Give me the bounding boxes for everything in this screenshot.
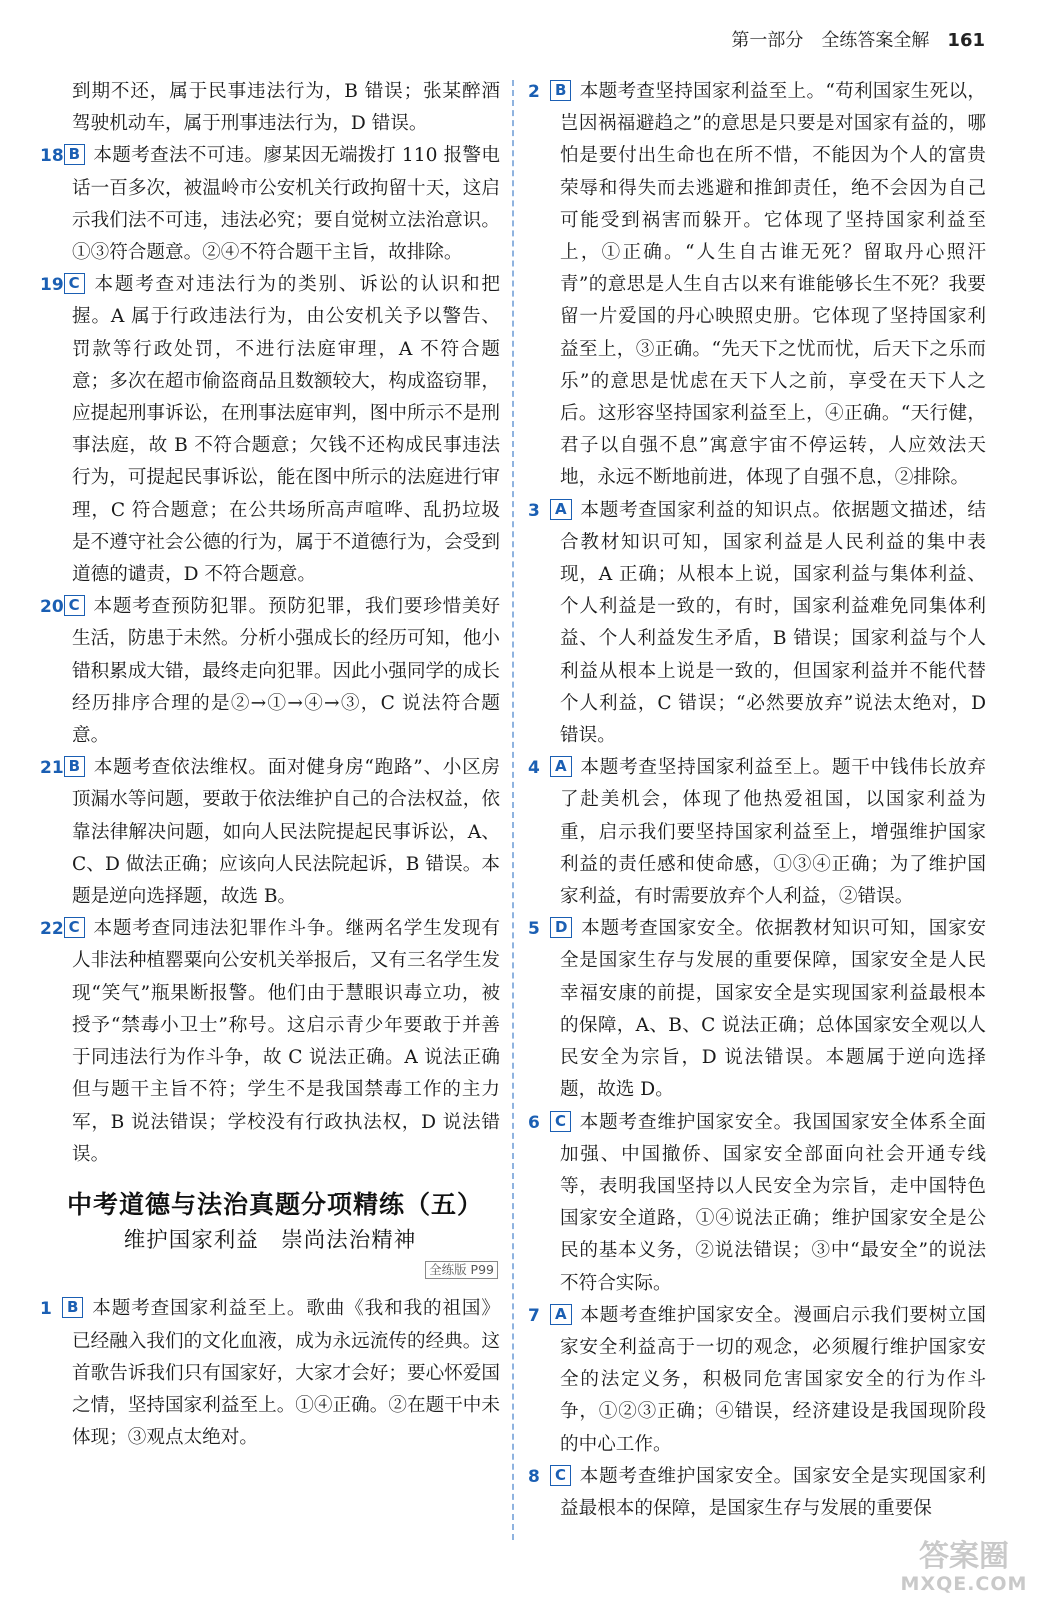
answer-item [40,269,500,591]
answer-item [528,76,986,495]
question-number: 19 [40,275,64,296]
answer-item [528,1461,986,1525]
question-number: 22 [40,919,64,940]
section-title: 中考道德与法治真题分项精练（五） [66,1189,483,1219]
answer-text: 本题考查同违法犯罪作斗争。继两名学生发现有人非法种植罂粟向公安机关举报后，又有三名学生发现“笑气”瓶果断报警。他们由于慧眼识毒立功，被授予“禁毒小卫士”称号。这启示青少年要敢于并善于同违法行为作斗争，故 C 说法正确。A 说法正确但与题干主旨不符；学生不是我国禁毒工作的主力军，B 说法错误；学校没有行政执法权，D 说法错误。 [72,918,500,1165]
answer-letter-badge: B [64,144,85,165]
answer-letter-badge: A [550,1304,572,1325]
answer-letter-badge: A [550,499,572,520]
answer-text: 本题考查维护国家安全。漫画启示我们要树立国家安全利益高于一切的观念，必须履行维护国家安全的法定义务，积极同危害国家安全的行为作斗争，①②③正确；④错误，经济建设是我国现阶段的中心工作。 [560,1304,986,1455]
watermark-text: 答案圈 [919,1539,1009,1574]
question-number: 18 [40,146,64,167]
answer-item [40,752,500,913]
answer-item [528,495,986,753]
answer-item [40,140,500,269]
answer-letter-badge: C [550,1111,571,1132]
answer-text: 本题考查维护国家安全。国家安全是实现国家利益最根本的保障，是国家生存与发展的重要保 [560,1465,986,1519]
answer-item [40,76,500,140]
question-number: 3 [528,500,540,521]
question-number: 7 [528,1305,540,1326]
watermark-logo [889,1534,1039,1596]
answer-item [528,1300,986,1461]
answer-text: 到期不还，属于民事违法行为，B 错误；张某醉酒驾驶机动车，属于刑事违法行为，D 错误。 [72,81,500,135]
question-number: 21 [40,758,64,779]
question-number: 8 [528,1466,540,1487]
answer-letter-badge: C [64,273,85,294]
question-number: 4 [528,758,540,779]
answer-text: 本题考查国家利益至上。歌曲《我和我的祖国》已经融入我们的文化血液，成为永远流传的经典。这首歌告诉我们只有国家好，大家才会好；要心怀爱国之情，坚持国家利益至上。①④正确。②在题干中未体现；③观点太绝对。 [72,1298,500,1449]
answer-text: 本题考查维护国家安全。我国国家安全体系全面加强、中国撤侨、国家安全部面向社会开通专线等，表明我国坚持以人民安全为宗旨，走中国特色国家安全道路，①④说法正确；维护国家安全是公民的基本义务，②说法错误；③中“最安全”的说法不符合实际。 [560,1111,986,1294]
answer-text: 本题考查国家安全。依据教材知识可知，国家安全是国家生存与发展的重要保障，国家安全是人民幸福安康的前提，国家安全是实现国家利益最根本的保障，A、B、C 说法正确；总体国家安全观以人民安全为宗旨，D 说法错误。本题属于逆向选择题，故选 D。 [560,918,986,1101]
answer-text: 本题考查法不可违。廖某因无端拨打 110 报警电话一百多次，被温岭市公安机关行政拘留十天，这启示我们法不可违，违法必究；要自觉树立法治意识。①③符合题意。②④不符合题干主旨，故排除。 [72,145,500,264]
answer-item [40,913,500,1171]
answer-text: 本题考查预防犯罪。预防犯罪，我们要珍惜美好生活，防患于未然。分析小强成长的经历可知，他小错积累成大错，最终走向犯罪。因此小强同学的成长经历排序合理的是②→①→④→③，C 说法符合题意。 [72,596,500,747]
column-divider [512,80,514,1540]
header-part: 第一部分 [731,30,804,51]
answer-item [40,591,500,752]
source-tag-row [40,1259,498,1279]
question-number: 6 [528,1112,540,1133]
answer-text: 本题考查坚持国家利益至上。题干中钱伟长放弃了赴美机会，体现了他热爱祖国，以国家利益为重，启示我们要坚持国家利益至上，增强维护国家利益的责任感和使命感，①③④正确；为了维护国家利益，有时需要放弃个人利益，②错误。 [560,757,986,908]
answer-item [528,913,986,1106]
answer-item [528,1107,986,1300]
question-number: 1 [40,1299,52,1320]
right-column [528,76,986,1525]
question-number: 5 [528,919,540,940]
source-tag: 全练版 P99 [425,1261,498,1279]
answer-letter-badge: B [62,1297,83,1318]
question-number: 2 [528,82,540,102]
answer-letter-badge: C [64,917,85,938]
watermark-url: MXQE.COM [900,1573,1028,1595]
answer-item [40,1293,500,1454]
answer-letter-badge: A [550,756,572,777]
answer-letter-badge: B [550,80,571,101]
section-subtitle: 维护国家利益 崇尚法治精神 [123,1228,417,1254]
answer-letter-badge: B [64,756,85,777]
answer-letter-badge: C [550,1465,571,1486]
question-number: 20 [40,597,64,618]
page-header [731,26,985,52]
answer-text: 本题考查坚持国家利益至上。“苟利国家生死以，岂因祸福避趋之”的意思是只要是对国家有益的，哪怕是要付出生命也在所不惜，不能因为个人的富贵荣辱和得失而去逃避和推卸责任，绝不会因为自己可能受到祸害而躲开。它体现了坚持国家利益至上，①正确。“人生自古谁无死？留取丹心照汗青”的意思是人生自古以来有谁能够长生不死？我要留一片爱国的丹心映照史册。它体现了坚持国家利益至上，③正确。“先天下之忧而忧，后天下之乐而乐”的意思是忧虑在天下人之前，享受在天下人之后。这形容坚持国家利益至上，④正确。“天行健，君子以自强不息”寓意宇宙不停运转，人应效法天地，永远不断地前进，体现了自强不息，②排除。 [560,81,986,489]
header-section: 全练答案全解 [821,30,930,51]
page-number: 161 [947,30,985,51]
left-column [40,76,500,1454]
answer-text: 本题考查依法维权。面对健身房“跑路”、小区房顶漏水等问题，要敢于依法维护自己的合法权益，依靠法律解决问题，如向人民法院提起民事诉讼，A、C、D 做法正确；应该向人民法院起诉，B 错误。本题是逆向选择题，故选 B。 [72,757,500,908]
answer-item [528,752,986,913]
answer-letter-badge: C [64,595,85,616]
answer-letter-badge: D [550,917,572,938]
answer-text: 本题考查国家利益的知识点。依据题文描述，结合教材知识可知，国家利益是人民利益的集中表现，A 正确；从根本上说，国家利益与集体利益、个人利益是一致的，有时，国家利益难免同集体利益、个人利益发生矛盾，B 错误；国家利益与个人利益从根本上说是一致的，但国家利益并不能代替个人利益，C 错误；“必然要放弃”说法太绝对，D 错误。 [560,499,986,747]
answer-text: 本题考查对违法行为的类别、诉讼的认识和把握。A 属于行政违法行为，由公安机关予以警告、罚款等行政处罚，不进行法庭审理，A 不符合题意；多次在超市偷盗商品且数额较大，构成盗窃罪，应提起刑事诉讼，在刑事法庭审判，图中所示不是刑事法庭，故 B 不符合题意；欠钱不还构成民事违法行为，可提起民事诉讼，能在图中所示的法庭进行审理，C 符合题意；在公共场所高声喧哗、乱扔垃圾是不遵守社会公德的行为，属于不道德行为，会受到道德的谴责，D 不符合题意。 [72,274,500,586]
